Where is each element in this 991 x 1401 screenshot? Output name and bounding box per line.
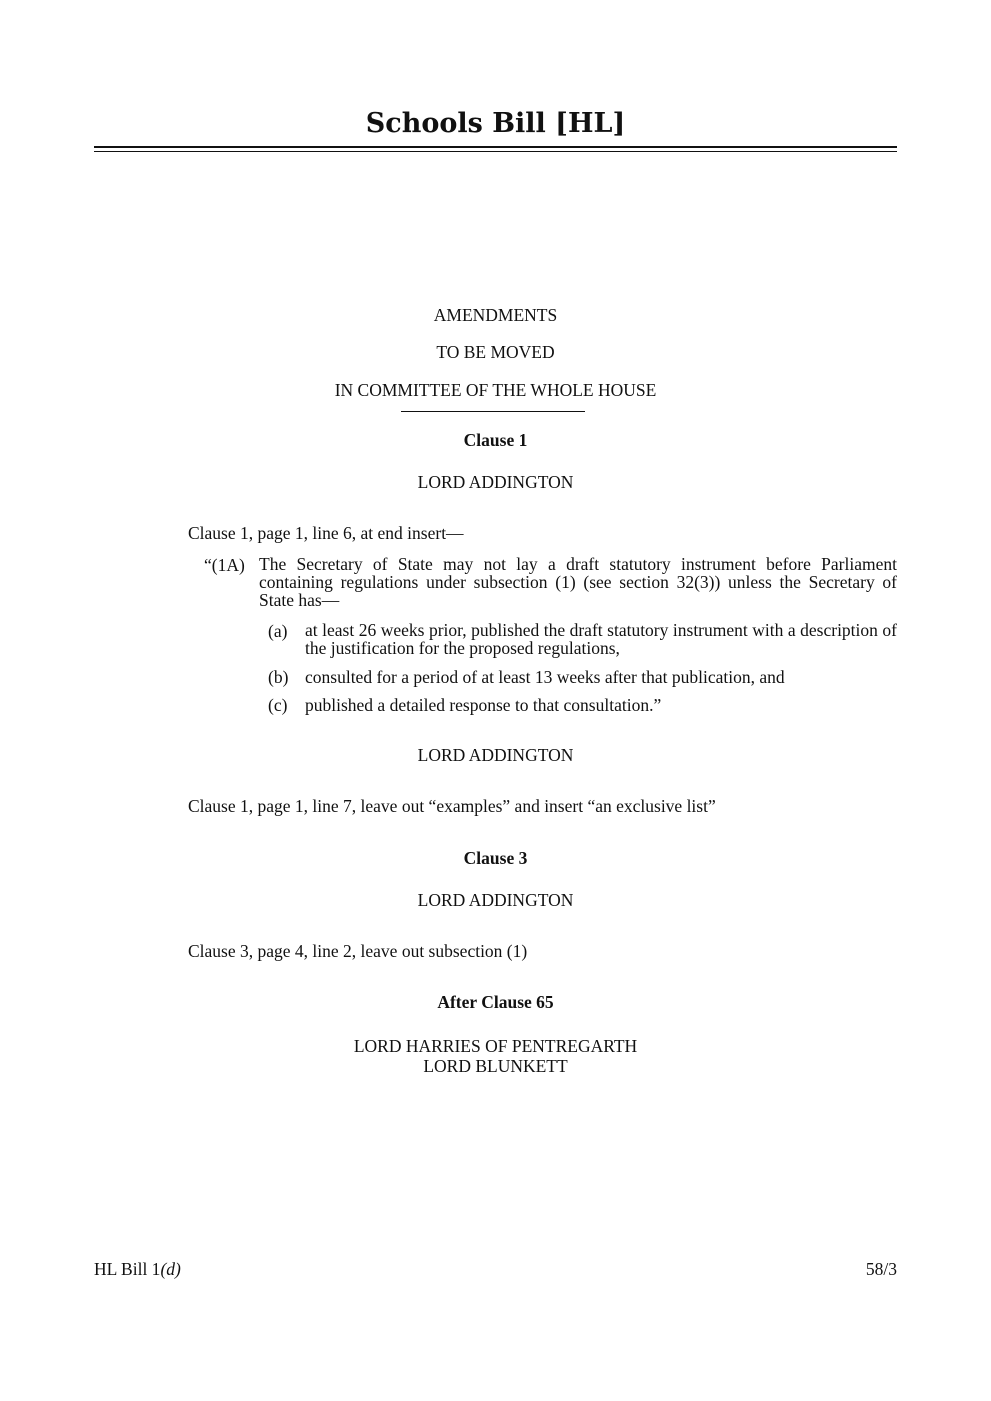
title-rule-bottom bbox=[94, 151, 897, 152]
footer-bill-number bbox=[94, 1259, 181, 1280]
insert-text: The Secretary of State may not lay a draft statutory instrument before Parliament containing regulations under subsection (1) (see section 32(3)) unless the Secretary of State has— bbox=[259, 554, 897, 610]
bill-prefix: HL Bill 1 bbox=[94, 1259, 161, 1279]
insert-label: “(1A) bbox=[204, 555, 245, 575]
item-label: (c) bbox=[268, 695, 288, 715]
mover-name: LORD HARRIES OF PENTREGARTH bbox=[353, 1036, 638, 1056]
bill-suffix: (d) bbox=[160, 1259, 181, 1279]
heading-to-be-moved: TO BE MOVED bbox=[436, 342, 555, 362]
amendment-text: Clause 1, page 1, line 6, at end insert— bbox=[188, 523, 464, 543]
title-rule-top bbox=[94, 146, 897, 148]
heading-divider bbox=[401, 411, 585, 412]
item-text: consulted for a period of at least 13 weeks after that publication, and bbox=[305, 667, 785, 687]
amendment-text: Clause 3, page 4, line 2, leave out subsection (1) bbox=[188, 941, 528, 961]
heading-amendments: AMENDMENTS bbox=[433, 305, 558, 325]
heading-committee: IN COMMITTEE OF THE WHOLE HOUSE bbox=[334, 380, 657, 400]
clause-heading: Clause 1 bbox=[463, 430, 528, 450]
item-text: at least 26 weeks prior, published the draft statutory instrument with a description of the justification for the proposed regulations, bbox=[305, 620, 897, 658]
item-label: (a) bbox=[268, 621, 288, 641]
item-text: published a detailed response to that consultation.” bbox=[305, 695, 662, 715]
clause-heading: Clause 3 bbox=[463, 848, 528, 868]
mover-name: LORD ADDINGTON bbox=[417, 890, 574, 910]
mover-name: LORD BLUNKETT bbox=[423, 1056, 568, 1076]
document-title: Schools Bill [HL] bbox=[365, 108, 626, 139]
footer-page-ref: 58/3 bbox=[865, 1259, 897, 1279]
item-label: (b) bbox=[268, 667, 289, 687]
mover-name: LORD ADDINGTON bbox=[417, 472, 574, 492]
clause-heading: After Clause 65 bbox=[437, 992, 554, 1012]
mover-name: LORD ADDINGTON bbox=[417, 745, 574, 765]
amendment-text: Clause 1, page 1, line 7, leave out “examples” and insert “an exclusive list” bbox=[188, 796, 716, 816]
